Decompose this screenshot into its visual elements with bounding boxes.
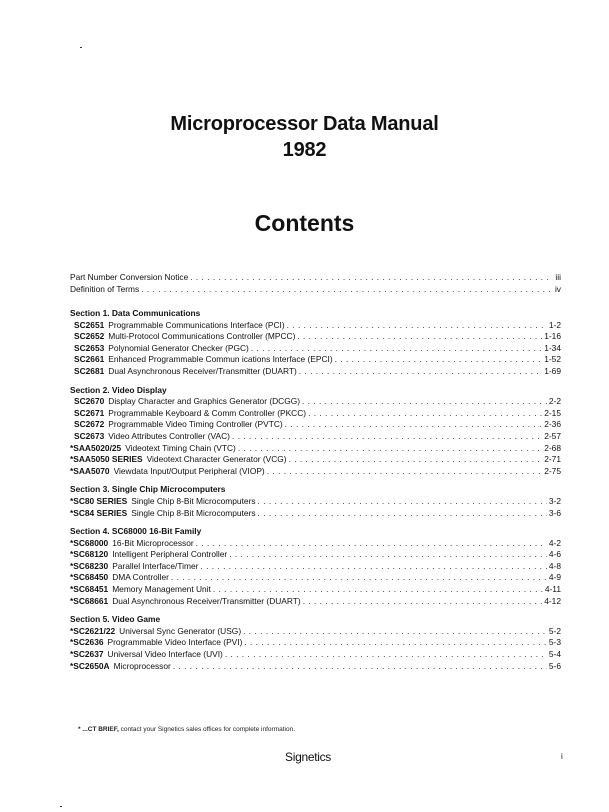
entry-label: 16-Bit Microprocessor [112,537,194,548]
part-number: *SC68230 [70,560,109,571]
toc-entry [70,354,561,366]
entry-label: Programmable Communications Interface (PCI) [108,319,285,330]
part-number: SC2653 [74,342,105,353]
page-ref: iv [554,283,561,294]
toc-entry [70,626,561,638]
section-heading: Section 1. Data Communications [70,308,201,318]
part-number: *SC2636 [70,637,104,648]
toc-entry [70,343,561,355]
dot-leader [258,508,547,519]
dot-leader [244,637,547,648]
part-number: *SC2650A [70,660,110,671]
footnote-bold: * ...CT BRIEF, [78,726,119,733]
page-ref: 4-11 [544,584,561,595]
toc-entry [70,549,561,561]
entry-label: Enhanced Programmable Commun ications Interface (EPCI) [108,354,333,365]
page-ref: 3-6 [548,507,561,518]
dot-leader [229,549,547,560]
brand-name: Signetics [285,750,331,764]
entry-label: Videotext Timing Chain (VTC) [125,442,236,453]
entry-label: Dual Asynchronous Receiver/Transmitter (DUART) [112,595,301,606]
entry-label: Intelligent Peripheral Controller [112,549,228,560]
page-ref: 2-68 [544,442,561,453]
toc-entry [70,443,561,455]
entry-label: Single Chip 8-Bit Microcomputers [131,507,256,518]
section-heading: Section 3. Single Chip Microcomputers [70,484,226,495]
part-number: *SC68451 [70,584,109,595]
page-ref: 2-57 [544,430,561,441]
toc-entry [70,454,561,466]
dot-leader [258,496,547,507]
page-ref: 1-52 [544,354,561,365]
dot-leader [225,649,547,660]
dot-leader [297,331,542,342]
contents-heading: Contents [254,210,355,236]
page-ref: 1-2 [548,319,561,330]
part-number: *SC68450 [70,572,109,583]
part-number: *SC84 SERIES [70,507,128,518]
page-ref: 1-69 [544,365,561,376]
toc-entry [70,272,561,284]
toc-entry [70,396,561,408]
part-number: SC2661 [74,354,105,365]
page-ref: 4-2 [548,537,561,548]
part-number: *SC80 SERIES [70,495,128,506]
entry-label: Memory Management Unit [112,584,211,595]
toc-entry [70,419,561,431]
page-ref: 2-71 [544,454,561,465]
toc-entry [70,584,561,596]
page-ref: 2-2 [548,396,561,407]
entry-label: Video Attributes Controller (VAC) [108,430,230,441]
page-ref: 5-4 [548,649,561,660]
dot-leader [287,320,547,331]
manual-year: 1982 [282,139,327,161]
toc-entry [70,508,561,520]
dot-leader [303,596,543,607]
page-ref: 2-15 [544,407,561,418]
toc-entry [70,320,561,332]
entry-label: Programmable Video Timing Controller (PVTC) [108,419,283,430]
toc-entry [70,538,561,550]
part-number: SC2673 [74,430,105,441]
dot-leader [308,408,542,419]
part-number: *SC2637 [70,649,104,660]
page-ref: 5-2 [548,625,561,636]
entry-label: Viewdata Input/Output Peripheral (VIOP) [113,465,265,476]
part-number: SC2670 [74,396,105,407]
entry-label: Universal Sync Generator (USG) [119,625,242,636]
toc-front-matter [70,272,561,295]
part-number: *SAA5050 SERIES [70,454,143,465]
part-number: SC2681 [74,365,105,376]
part-number: *SC68120 [70,549,109,560]
entry-label: Definition of Terms [70,283,140,294]
entry-label: Dual Asynchronous Receiver/Transmitter (DUART) [108,365,297,376]
dot-leader [285,419,543,430]
toc-entry [70,637,561,649]
toc-entry [70,572,561,584]
section-heading: Section 5. Video Game [70,614,161,625]
dot-leader [335,354,543,365]
page-ref: 1-16 [544,331,561,342]
entry-label: Multi-Protocol Communications Controller (MPCC) [108,331,296,342]
page-ref: 4-8 [548,560,561,571]
dot-leader [251,343,542,354]
entry-label: Microprocessor [113,660,171,671]
dot-leader [238,443,542,454]
page-ref: 5-6 [548,660,561,671]
page-ref: 3-2 [548,495,561,506]
part-number: *SC68661 [70,595,109,606]
toc-entry [70,496,561,508]
scan-speck [60,806,62,807]
page-number: i [561,752,563,761]
page-ref: 4-9 [548,572,561,583]
toc-entry [70,284,561,296]
page-ref: 2-36 [544,419,561,430]
dot-leader [200,561,546,572]
entry-label: Display Character and Graphics Generator (DCGG) [108,396,301,407]
manual-title: Microprocessor Data Manual [170,113,439,135]
dot-leader [299,366,542,377]
entry-label: Programmable Video Interface (PVI) [107,637,243,648]
part-number: SC2671 [74,407,105,418]
part-number: SC2651 [74,319,105,330]
dot-leader [243,626,547,637]
dot-leader [302,396,547,407]
entry-label: Part Number Conversion Notice [70,272,189,282]
toc-entry [70,466,561,478]
toc-entry [70,661,561,673]
part-number: *SC2621/22 [70,625,116,636]
dot-leader [267,466,543,477]
footnote [78,726,295,733]
toc-entry [70,408,561,420]
entry-label: Programmable Keyboard & Comm Controller (PKCC) [108,407,307,418]
entry-label: Polynomial Generator Checker (PGC) [108,342,249,353]
toc-entry [70,561,561,573]
toc-entry [70,649,561,661]
toc-entry [70,431,561,443]
part-number: SC2652 [74,331,105,342]
page-ref: 4-6 [548,549,561,560]
entry-label: Parallel Interface/Timer [112,560,199,571]
entry-label: Universal Video Interface (UVI) [107,649,223,660]
entry-label: DMA Controller [112,572,169,583]
footnote-text: contact your Signetics sales offices for complete information. [120,726,296,733]
page-ref: 4-12 [544,595,561,606]
dot-leader [232,431,542,442]
page-ref: 5-3 [548,637,561,648]
part-number: *SAA5070 [70,465,110,476]
page-ref: iii [555,272,561,282]
toc-entry [70,331,561,343]
dot-leader [289,454,543,465]
section-heading: Section 4. SC68000 16-Bit Family [70,526,202,537]
page-ref: 1-34 [544,342,561,353]
part-number: *SAA5020/25 [70,442,122,453]
part-number: SC2672 [74,419,105,430]
dot-leader [213,584,543,595]
section-heading: Section 2. Video Display [70,384,167,395]
toc-entry [70,596,561,608]
dot-leader [196,538,547,549]
toc-entry [70,366,561,378]
part-number: *SC68000 [70,537,109,548]
dot-leader [171,572,547,583]
table-of-contents [70,308,561,672]
entry-label: Videotext Character Generator (VCG) [146,454,287,465]
dot-leader [141,284,553,295]
scan-speck [80,47,82,48]
dot-leader [173,661,547,672]
dot-leader [190,272,553,283]
entry-label: Single Chip 8-Bit Microcomputers [131,495,256,506]
page-ref: 2-75 [544,465,561,476]
